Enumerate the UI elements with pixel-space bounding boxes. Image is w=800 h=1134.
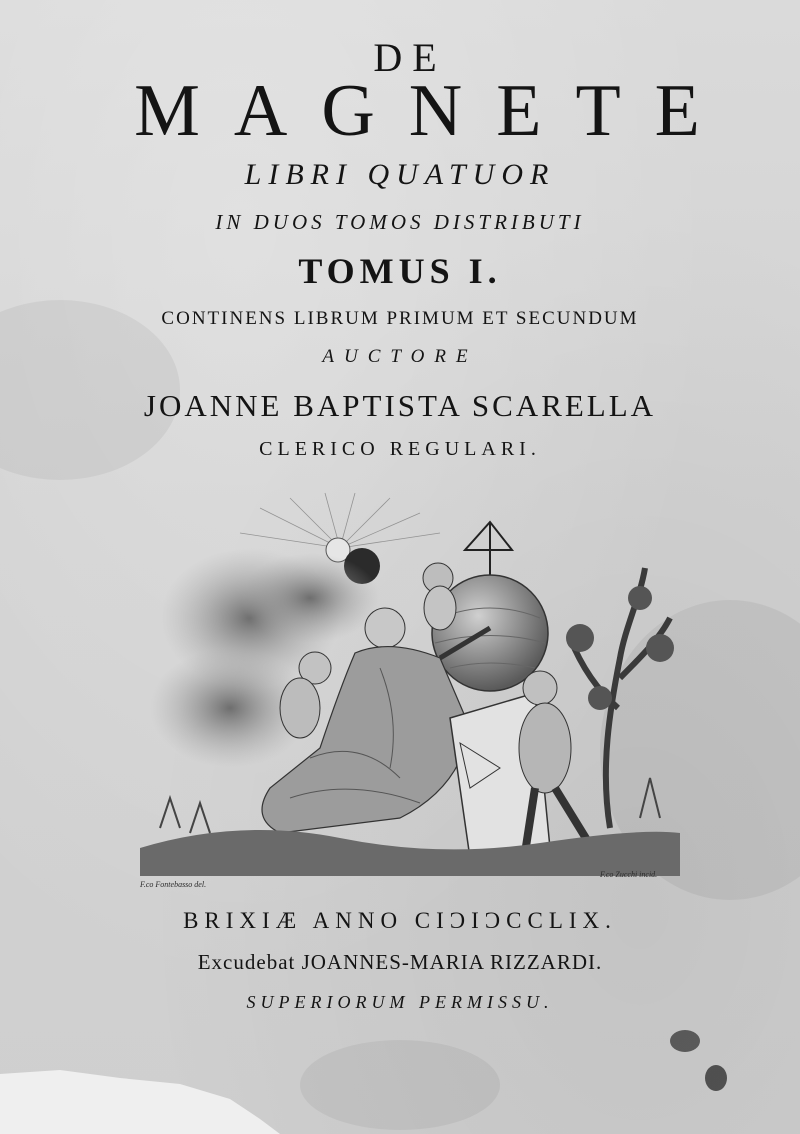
contents-line: CONTINENS LIBRUM PRIMUM ET SECUNDUM bbox=[161, 308, 639, 329]
author-name: JOANNE BAPTISTA SCARELLA bbox=[143, 388, 657, 423]
volume-heading: TOMUS I. bbox=[298, 251, 502, 291]
title-de: DE bbox=[373, 35, 447, 80]
ground bbox=[140, 830, 680, 876]
title-magnete: MAGNETE bbox=[134, 70, 734, 152]
subtitle-libri: LIBRI QUATUOR bbox=[244, 158, 556, 191]
engraving-illustration bbox=[140, 488, 680, 876]
torn-corner bbox=[0, 1064, 300, 1134]
subtitle-in-duos: IN DUOS TOMOS DISTRIBUTI bbox=[215, 210, 585, 234]
ink-blot bbox=[670, 1030, 700, 1052]
imprint-permission: SUPERIORUM PERMISSU. bbox=[246, 992, 554, 1012]
tree-icon bbox=[570, 568, 670, 828]
seated-figure bbox=[365, 608, 405, 648]
imprint-printer: Excudebat JOANNES-MARIA RIZZARDI. bbox=[197, 950, 603, 974]
paper-stain bbox=[300, 1040, 500, 1130]
ink-blot bbox=[705, 1065, 727, 1091]
engraving-credit-engraver: F.co Zucchi incid. bbox=[600, 870, 658, 879]
engraving-credit-drawer: F.co Fontebasso del. bbox=[140, 880, 207, 889]
author-title: CLERICO REGULARI. bbox=[259, 438, 541, 460]
auctore-label: AUCTORE bbox=[322, 346, 478, 367]
imprint-place-date: BRIXIÆ ANNO CIƆIƆCCLIX. bbox=[183, 908, 617, 933]
